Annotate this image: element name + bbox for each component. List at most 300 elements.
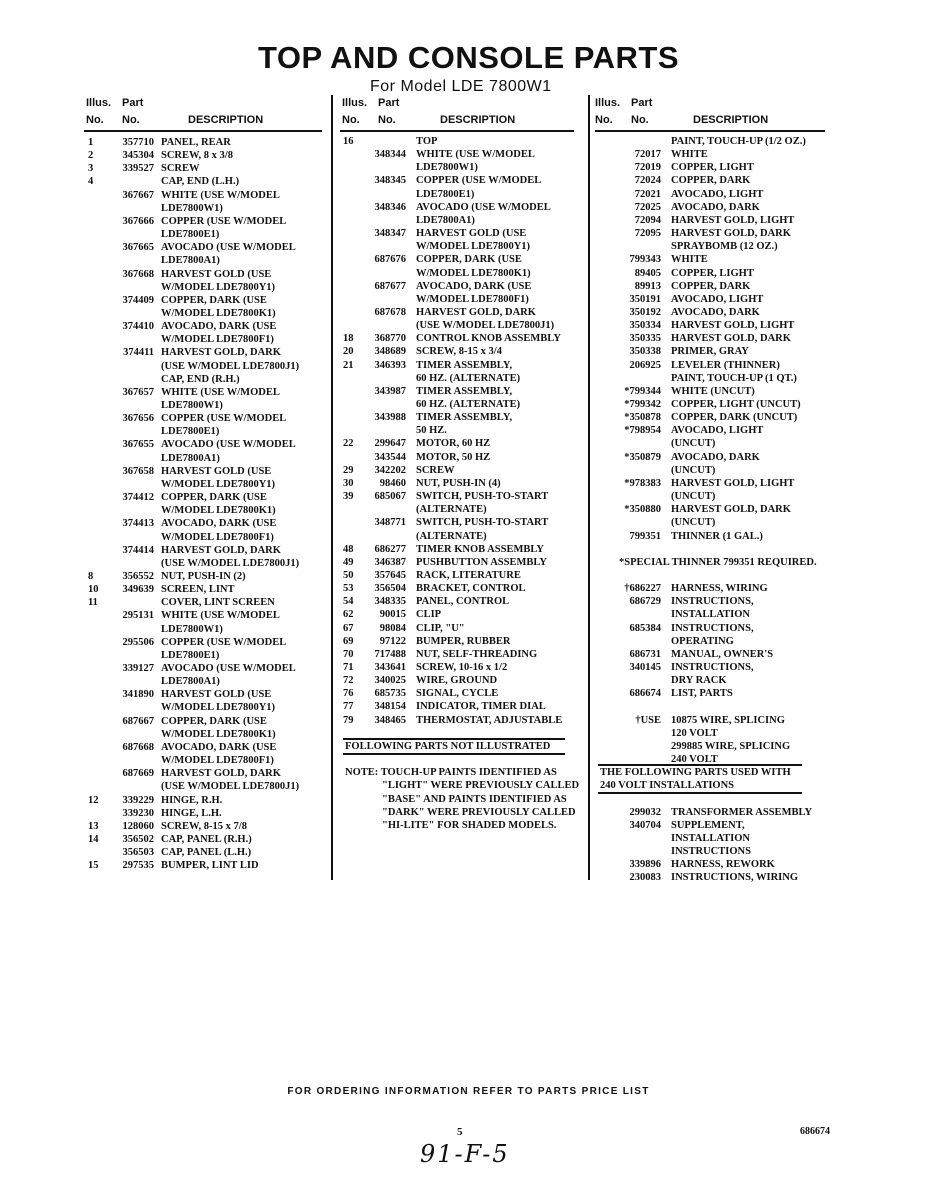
- part-number: 346393: [374, 359, 406, 371]
- part-number: 128060: [122, 820, 154, 832]
- part-description: HARVEST GOLD, DARK: [161, 347, 281, 359]
- header-no: No.: [86, 114, 104, 126]
- part-number: 687669: [122, 768, 154, 780]
- part-row: [0, 819, 937, 832]
- header-illus: Illus.: [595, 97, 621, 109]
- part-number: 343544: [374, 451, 406, 463]
- part-number: 341890: [122, 689, 154, 701]
- part-number: 374409: [122, 294, 154, 306]
- part-description: INSTRUCTIONS,: [671, 596, 754, 608]
- part-description: TIMER KNOB ASSEMBLY: [416, 543, 544, 555]
- part-row: [0, 661, 937, 674]
- part-row: [0, 201, 937, 214]
- part-number: 97122: [379, 635, 406, 647]
- part-description: AVOCADO, LIGHT: [671, 188, 764, 200]
- part-number: 348344: [374, 149, 406, 161]
- part-row: [0, 161, 937, 174]
- part-number: 374410: [122, 321, 154, 333]
- part-number: 367655: [122, 439, 154, 451]
- note-line: "HI-LITE" FOR SHADED MODELS.: [382, 819, 557, 831]
- part-number: 340704: [629, 819, 661, 831]
- part-number: †686227: [624, 583, 661, 595]
- part-number: 367668: [122, 268, 154, 280]
- part-description: HARVEST GOLD (USE: [161, 268, 272, 280]
- header-no: No.: [122, 114, 140, 126]
- illus-number: 79: [343, 714, 354, 726]
- part-row: [0, 871, 937, 884]
- part-description: LDE7800E1): [161, 229, 220, 241]
- illus-number: 16: [343, 136, 354, 147]
- header-illus: Illus.: [86, 97, 112, 109]
- part-description: WHITE (USE W/MODEL: [416, 149, 535, 161]
- part-number: 687668: [122, 741, 154, 753]
- part-description: THERMOSTAT, ADJUSTABLE: [416, 714, 563, 726]
- part-number: 343988: [374, 412, 406, 424]
- part-description: PAINT, TOUCH-UP (1/2 OZ.): [671, 136, 806, 147]
- part-description: BUMPER, RUBBER: [416, 635, 511, 647]
- part-description: MOTOR, 60 HZ: [416, 438, 491, 450]
- part-number: 687677: [374, 280, 406, 292]
- part-number: 374411: [123, 347, 154, 359]
- header-part: Part: [378, 97, 400, 109]
- part-description: HARVEST GOLD, LIGHT: [671, 214, 795, 226]
- part-number: 686729: [629, 596, 661, 608]
- part-description: 60 HZ. (ALTERNATE): [416, 372, 521, 384]
- part-row: [0, 411, 937, 424]
- part-description: (UNCUT): [671, 517, 716, 529]
- part-description: RACK, LITERATURE: [416, 569, 521, 581]
- part-number: 367658: [122, 465, 154, 477]
- part-number: 72025: [634, 201, 661, 213]
- handwritten-note: 91-F-5: [420, 1140, 510, 1168]
- part-row: [0, 385, 937, 398]
- part-description: WHITE (UNCUT): [671, 385, 755, 397]
- part-row: [0, 372, 937, 385]
- part-description: OPERATING: [671, 635, 734, 647]
- part-description: TRANSFORMER ASSEMBLY: [671, 806, 813, 818]
- part-description: NUT, SELF-THREADING: [416, 648, 538, 660]
- part-description: 50 HZ.: [416, 425, 447, 437]
- header-illus: Illus.: [342, 97, 368, 109]
- part-description: CAP, PANEL (L.H.): [161, 847, 252, 859]
- part-number: 349639: [122, 584, 154, 596]
- part-description: HARVEST GOLD (USE: [161, 689, 272, 701]
- part-description: W/MODEL LDE7800Y1): [416, 241, 531, 253]
- part-number: 374412: [122, 492, 154, 504]
- part-description: (ALTERNATE): [416, 530, 487, 542]
- part-description: SCREW, 8 x 3/8: [161, 150, 233, 162]
- part-row: [0, 490, 937, 503]
- part-number: 356503: [122, 847, 154, 859]
- part-row: [0, 253, 937, 266]
- part-row: [0, 451, 937, 464]
- part-description: TIMER ASSEMBLY,: [416, 359, 513, 371]
- part-number: 295131: [122, 610, 154, 622]
- part-description: TOP: [416, 136, 438, 147]
- part-description: PUSHBUTTON ASSEMBLY: [416, 556, 548, 568]
- part-number: 348771: [374, 517, 406, 529]
- part-description: W/MODEL LDE7800K1): [161, 728, 276, 740]
- illus-number: 4: [88, 176, 94, 188]
- illus-number: 11: [88, 597, 98, 609]
- part-number: 343641: [374, 662, 406, 673]
- header-description: DESCRIPTION: [188, 114, 264, 126]
- part-description: BRACKET, CONTROL: [416, 583, 526, 595]
- part-row: [0, 332, 937, 345]
- part-description: (UNCUT): [671, 438, 716, 450]
- part-description: W/MODEL LDE7800F1): [161, 755, 274, 767]
- illus-number: 22: [343, 438, 354, 450]
- part-number: †USE: [635, 714, 661, 726]
- part-description: CAP, END (L.H.): [161, 176, 240, 188]
- page-number: 5: [457, 1126, 463, 1138]
- part-description: AVOCADO, DARK: [671, 306, 760, 318]
- part-row: [0, 174, 937, 187]
- illus-number: 71: [343, 662, 354, 673]
- part-description: SCREW: [416, 464, 455, 476]
- part-number: 340145: [629, 662, 661, 673]
- part-description: TIMER ASSEMBLY,: [416, 412, 513, 424]
- part-row: [0, 806, 937, 819]
- part-description: SCREW, 10-16 x 1/2: [416, 662, 508, 673]
- part-description: W/MODEL LDE7800K1): [161, 307, 276, 319]
- part-description: LEVELER (THINNER): [671, 359, 780, 371]
- part-description: COPPER, DARK (USE: [161, 492, 267, 504]
- illus-number: 15: [88, 860, 99, 872]
- part-description: AVOCADO, DARK (USE: [161, 518, 277, 530]
- illus-number: 3: [88, 163, 94, 175]
- part-number: 72021: [634, 188, 661, 200]
- part-row: [0, 293, 937, 306]
- part-description: LDE7800W1): [161, 623, 223, 635]
- part-number: 299032: [629, 806, 661, 818]
- part-row: [0, 832, 937, 845]
- part-description: CLIP: [416, 609, 442, 621]
- part-number: 206925: [629, 359, 661, 371]
- part-number: 72017: [634, 149, 661, 161]
- part-number: 339127: [122, 663, 154, 674]
- part-number: *799342: [624, 399, 661, 410]
- part-number: 339896: [629, 859, 661, 871]
- part-row: [0, 516, 937, 529]
- part-row: [0, 345, 937, 358]
- part-description: AVOCADO (USE W/MODEL: [161, 663, 296, 674]
- part-number: 339230: [122, 807, 154, 819]
- header-description: DESCRIPTION: [440, 114, 516, 126]
- part-row: [0, 214, 937, 227]
- header-no: No.: [378, 114, 396, 126]
- model-subtitle: For Model LDE 7800W1: [370, 78, 552, 95]
- part-description: AVOCADO, DARK: [671, 451, 760, 463]
- part-description: SWITCH, PUSH-TO-START: [416, 517, 549, 529]
- illus-number: 69: [343, 635, 354, 647]
- part-description: AVOCADO, DARK (USE: [161, 741, 277, 753]
- part-description: MOTOR, 50 HZ: [416, 451, 491, 463]
- part-description: W/MODEL LDE7800F1): [161, 334, 274, 346]
- part-description: 120 VOLT: [671, 727, 718, 739]
- illus-number: 76: [343, 688, 354, 700]
- part-description: LDE7800W1): [416, 162, 478, 174]
- part-description: COPPER (USE W/MODEL: [161, 413, 287, 425]
- part-description: LDE7800E1): [161, 649, 220, 661]
- part-number: 367657: [122, 386, 154, 398]
- part-row: [0, 319, 937, 332]
- part-number: 374414: [122, 544, 154, 556]
- part-row: [0, 227, 937, 240]
- part-description: 10875 WIRE, SPLICING: [671, 714, 785, 726]
- illus-number: 50: [343, 569, 354, 581]
- part-row: [0, 464, 937, 477]
- part-description: TIMER ASSEMBLY,: [416, 385, 513, 397]
- part-description: LDE7800W1): [161, 400, 223, 411]
- part-row: [0, 280, 937, 293]
- part-description: HARVEST GOLD, DARK: [416, 306, 536, 318]
- illus-number: 13: [88, 820, 99, 832]
- header-description: DESCRIPTION: [693, 114, 769, 126]
- part-number: 367656: [122, 413, 154, 425]
- part-row: [0, 635, 937, 648]
- part-row: [0, 740, 937, 753]
- part-number: 90015: [379, 609, 406, 621]
- part-description: (USE W/MODEL LDE7800J1): [161, 781, 300, 793]
- part-number: 686674: [629, 688, 661, 700]
- part-number: 297535: [122, 860, 154, 872]
- header-no: No.: [595, 114, 613, 126]
- part-row: [0, 622, 937, 635]
- part-description: HARVEST GOLD, DARK: [161, 544, 281, 556]
- illus-number: 20: [343, 346, 354, 358]
- part-description: 60 HZ. (ALTERNATE): [416, 399, 521, 410]
- part-description: W/MODEL LDE7800Y1): [161, 702, 276, 714]
- illus-number: 54: [343, 596, 354, 608]
- part-description: NUT, PUSH-IN (4): [416, 477, 501, 489]
- part-description: AVOCADO (USE W/MODEL: [161, 439, 296, 451]
- part-number: 230083: [629, 872, 661, 884]
- part-description: NUT, PUSH-IN (2): [161, 570, 246, 582]
- part-number: 348347: [374, 228, 406, 240]
- part-number: 356552: [122, 570, 154, 582]
- part-description: AVOCADO (USE W/MODEL: [161, 242, 296, 254]
- part-description: SWITCH, PUSH-TO-START: [416, 491, 549, 503]
- part-row: [0, 477, 937, 490]
- part-description: LIST, PARTS: [671, 688, 733, 700]
- part-description: SUPPLEMENT,: [671, 819, 745, 831]
- part-row: [0, 543, 937, 556]
- part-description: HARVEST GOLD, LIGHT: [671, 477, 795, 489]
- part-description: WHITE: [671, 149, 708, 161]
- header-rule: [84, 130, 322, 132]
- part-description: SCREW, 8-15 x 3/4: [416, 346, 502, 358]
- part-number: *798954: [624, 425, 661, 437]
- part-row: [0, 530, 937, 543]
- part-number: 350335: [629, 333, 661, 345]
- illus-number: 48: [343, 543, 354, 555]
- part-number: 299647: [374, 438, 406, 450]
- part-number: 348335: [374, 596, 406, 608]
- part-row: [0, 503, 937, 516]
- part-number: 687678: [374, 306, 406, 318]
- illus-number: 14: [88, 833, 99, 845]
- part-description: AVOCADO, DARK: [671, 201, 760, 213]
- part-description: SCREW, 8-15 x 7/8: [161, 820, 247, 832]
- part-description: WIRE, GROUND: [416, 675, 498, 687]
- section-heading: [598, 764, 802, 794]
- part-number: 346387: [374, 556, 406, 568]
- part-description: AVOCADO, DARK (USE: [416, 280, 532, 292]
- part-description: PRIMER, GRAY: [671, 346, 749, 358]
- part-description: COPPER (USE W/MODEL: [161, 636, 287, 648]
- part-row: [0, 582, 937, 595]
- illus-number: 77: [343, 701, 354, 713]
- part-row: [0, 569, 937, 582]
- part-description: WHITE (USE W/MODEL: [161, 610, 280, 622]
- illus-number: 1: [88, 137, 94, 148]
- part-description: WHITE (USE W/MODEL: [161, 386, 280, 398]
- illus-number: 39: [343, 491, 354, 503]
- part-description: INSTRUCTIONS: [671, 846, 751, 858]
- illus-number: 30: [343, 477, 354, 489]
- illus-number: 53: [343, 583, 354, 595]
- part-number: 98460: [379, 477, 406, 489]
- part-description: HARVEST GOLD (USE: [416, 228, 527, 240]
- part-description: COPPER (USE W/MODEL: [416, 175, 542, 187]
- header-rule: [340, 130, 574, 132]
- part-description: WHITE (USE W/MODEL: [161, 189, 280, 201]
- illus-number: 62: [343, 609, 354, 621]
- part-description: AVOCADO, LIGHT: [671, 425, 764, 437]
- part-description: PAINT, TOUCH-UP (1 QT.): [671, 372, 797, 384]
- part-number: 340025: [374, 675, 406, 687]
- part-number: 357645: [374, 569, 406, 581]
- part-number: 348345: [374, 175, 406, 187]
- part-row: [0, 648, 937, 661]
- part-row: [0, 359, 937, 372]
- part-number: 348465: [374, 714, 406, 726]
- part-row: [0, 858, 937, 871]
- part-description: COPPER (USE W/MODEL: [161, 215, 287, 227]
- part-number: 350338: [629, 346, 661, 358]
- part-number: 72019: [634, 162, 661, 174]
- part-description: HARVEST GOLD (USE: [161, 465, 272, 477]
- part-row: [0, 727, 937, 740]
- part-description: CONTROL KNOB ASSEMBLY: [416, 333, 561, 345]
- part-description: (ALTERNATE): [416, 504, 487, 516]
- part-description: AVOCADO, DARK (USE: [161, 321, 277, 333]
- part-number: 687676: [374, 254, 406, 266]
- part-description: HARVEST GOLD, LIGHT: [671, 320, 795, 332]
- part-description: INSTRUCTIONS, WIRING: [671, 872, 799, 884]
- part-description: W/MODEL LDE7800Y1): [161, 281, 276, 293]
- note-line: "LIGHT" WERE PREVIOUSLY CALLED: [382, 780, 580, 792]
- part-number: 342202: [374, 464, 406, 476]
- part-description: SPRAYBOMB (12 OZ.): [671, 241, 778, 253]
- part-number: 367666: [122, 215, 154, 227]
- part-description: SIGNAL, CYCLE: [416, 688, 499, 700]
- part-description: LDE7800A1): [161, 676, 220, 688]
- part-number: *978383: [624, 477, 661, 489]
- part-description: LDE7800E1): [161, 426, 220, 438]
- section-heading-line: THE FOLLOWING PARTS USED WITH: [600, 767, 791, 779]
- part-row: [0, 687, 937, 700]
- part-description: LDE7800W1): [161, 202, 223, 214]
- part-description: COPPER, DARK: [671, 175, 751, 187]
- part-number: 686277: [374, 543, 406, 555]
- illus-number: 21: [343, 359, 354, 371]
- part-description: HARNESS, REWORK: [671, 859, 775, 871]
- part-number: 339527: [122, 163, 154, 175]
- part-number: 350334: [629, 320, 661, 332]
- part-number: 687667: [122, 715, 154, 727]
- part-number: 367665: [122, 242, 154, 254]
- part-description: LDE7800A1): [161, 452, 220, 464]
- part-row: [0, 135, 937, 148]
- part-row: [0, 240, 937, 253]
- part-description: INSTRUCTIONS,: [671, 622, 754, 634]
- part-row: [0, 437, 937, 450]
- ordering-info-footer: FOR ORDERING INFORMATION REFER TO PARTS PRICE LIST: [287, 1086, 650, 1097]
- part-number: 357710: [122, 137, 154, 148]
- part-description: DRY RACK: [671, 675, 727, 687]
- header-part: Part: [122, 97, 144, 109]
- part-description: WHITE: [671, 254, 708, 266]
- part-description: (UNCUT): [671, 491, 716, 503]
- part-number: 350192: [629, 306, 661, 318]
- part-row: [0, 148, 937, 161]
- part-row: [0, 398, 937, 411]
- note-line: NOTE: TOUCH-UP PAINTS IDENTIFIED AS: [345, 767, 557, 779]
- part-number: 348346: [374, 201, 406, 213]
- part-description: MANUAL, OWNER'S: [671, 648, 774, 660]
- part-number: 89913: [634, 280, 661, 292]
- part-number: 339229: [122, 794, 154, 806]
- illus-number: 70: [343, 648, 354, 660]
- part-number: 356504: [374, 583, 406, 595]
- part-description: HARNESS, WIRING: [671, 583, 768, 595]
- part-row: [0, 306, 937, 319]
- note-line: "BASE" AND PAINTS IDENTIFIED AS: [382, 793, 567, 805]
- part-number: 685384: [629, 622, 661, 634]
- part-number: 72095: [634, 228, 661, 240]
- part-number: 799343: [629, 254, 661, 266]
- part-number: 685735: [374, 688, 406, 700]
- part-row: [0, 845, 937, 858]
- part-description: 299885 WIRE, SPLICING: [671, 740, 791, 752]
- part-number: 343987: [374, 385, 406, 397]
- part-description: CAP, PANEL (R.H.): [161, 833, 252, 845]
- header-no: No.: [631, 114, 649, 126]
- part-description: HARVEST GOLD, DARK: [671, 504, 791, 516]
- part-number: 350191: [629, 293, 661, 305]
- part-description: THINNER (1 GAL.): [671, 530, 763, 542]
- part-description: AVOCADO, LIGHT: [671, 293, 764, 305]
- part-number: 345304: [122, 150, 154, 162]
- part-number: 348689: [374, 346, 406, 358]
- part-description: HINGE, R.H.: [161, 794, 223, 806]
- part-description: COPPER, DARK: [671, 280, 751, 292]
- part-description: COPPER, DARK (USE: [416, 254, 522, 266]
- part-description: INSTRUCTIONS,: [671, 662, 754, 673]
- part-number: 356502: [122, 833, 154, 845]
- part-number: 799351: [629, 530, 661, 542]
- illus-number: 29: [343, 464, 354, 476]
- part-description: HARVEST GOLD, DARK: [161, 768, 281, 780]
- part-number: 686731: [629, 648, 661, 660]
- part-description: CLIP, "U": [416, 622, 465, 634]
- part-description: SCREW: [161, 163, 200, 175]
- part-description: 240 VOLT: [671, 754, 718, 766]
- part-description: LDE7800A1): [416, 214, 475, 226]
- part-description: COPPER, DARK (USE: [161, 715, 267, 727]
